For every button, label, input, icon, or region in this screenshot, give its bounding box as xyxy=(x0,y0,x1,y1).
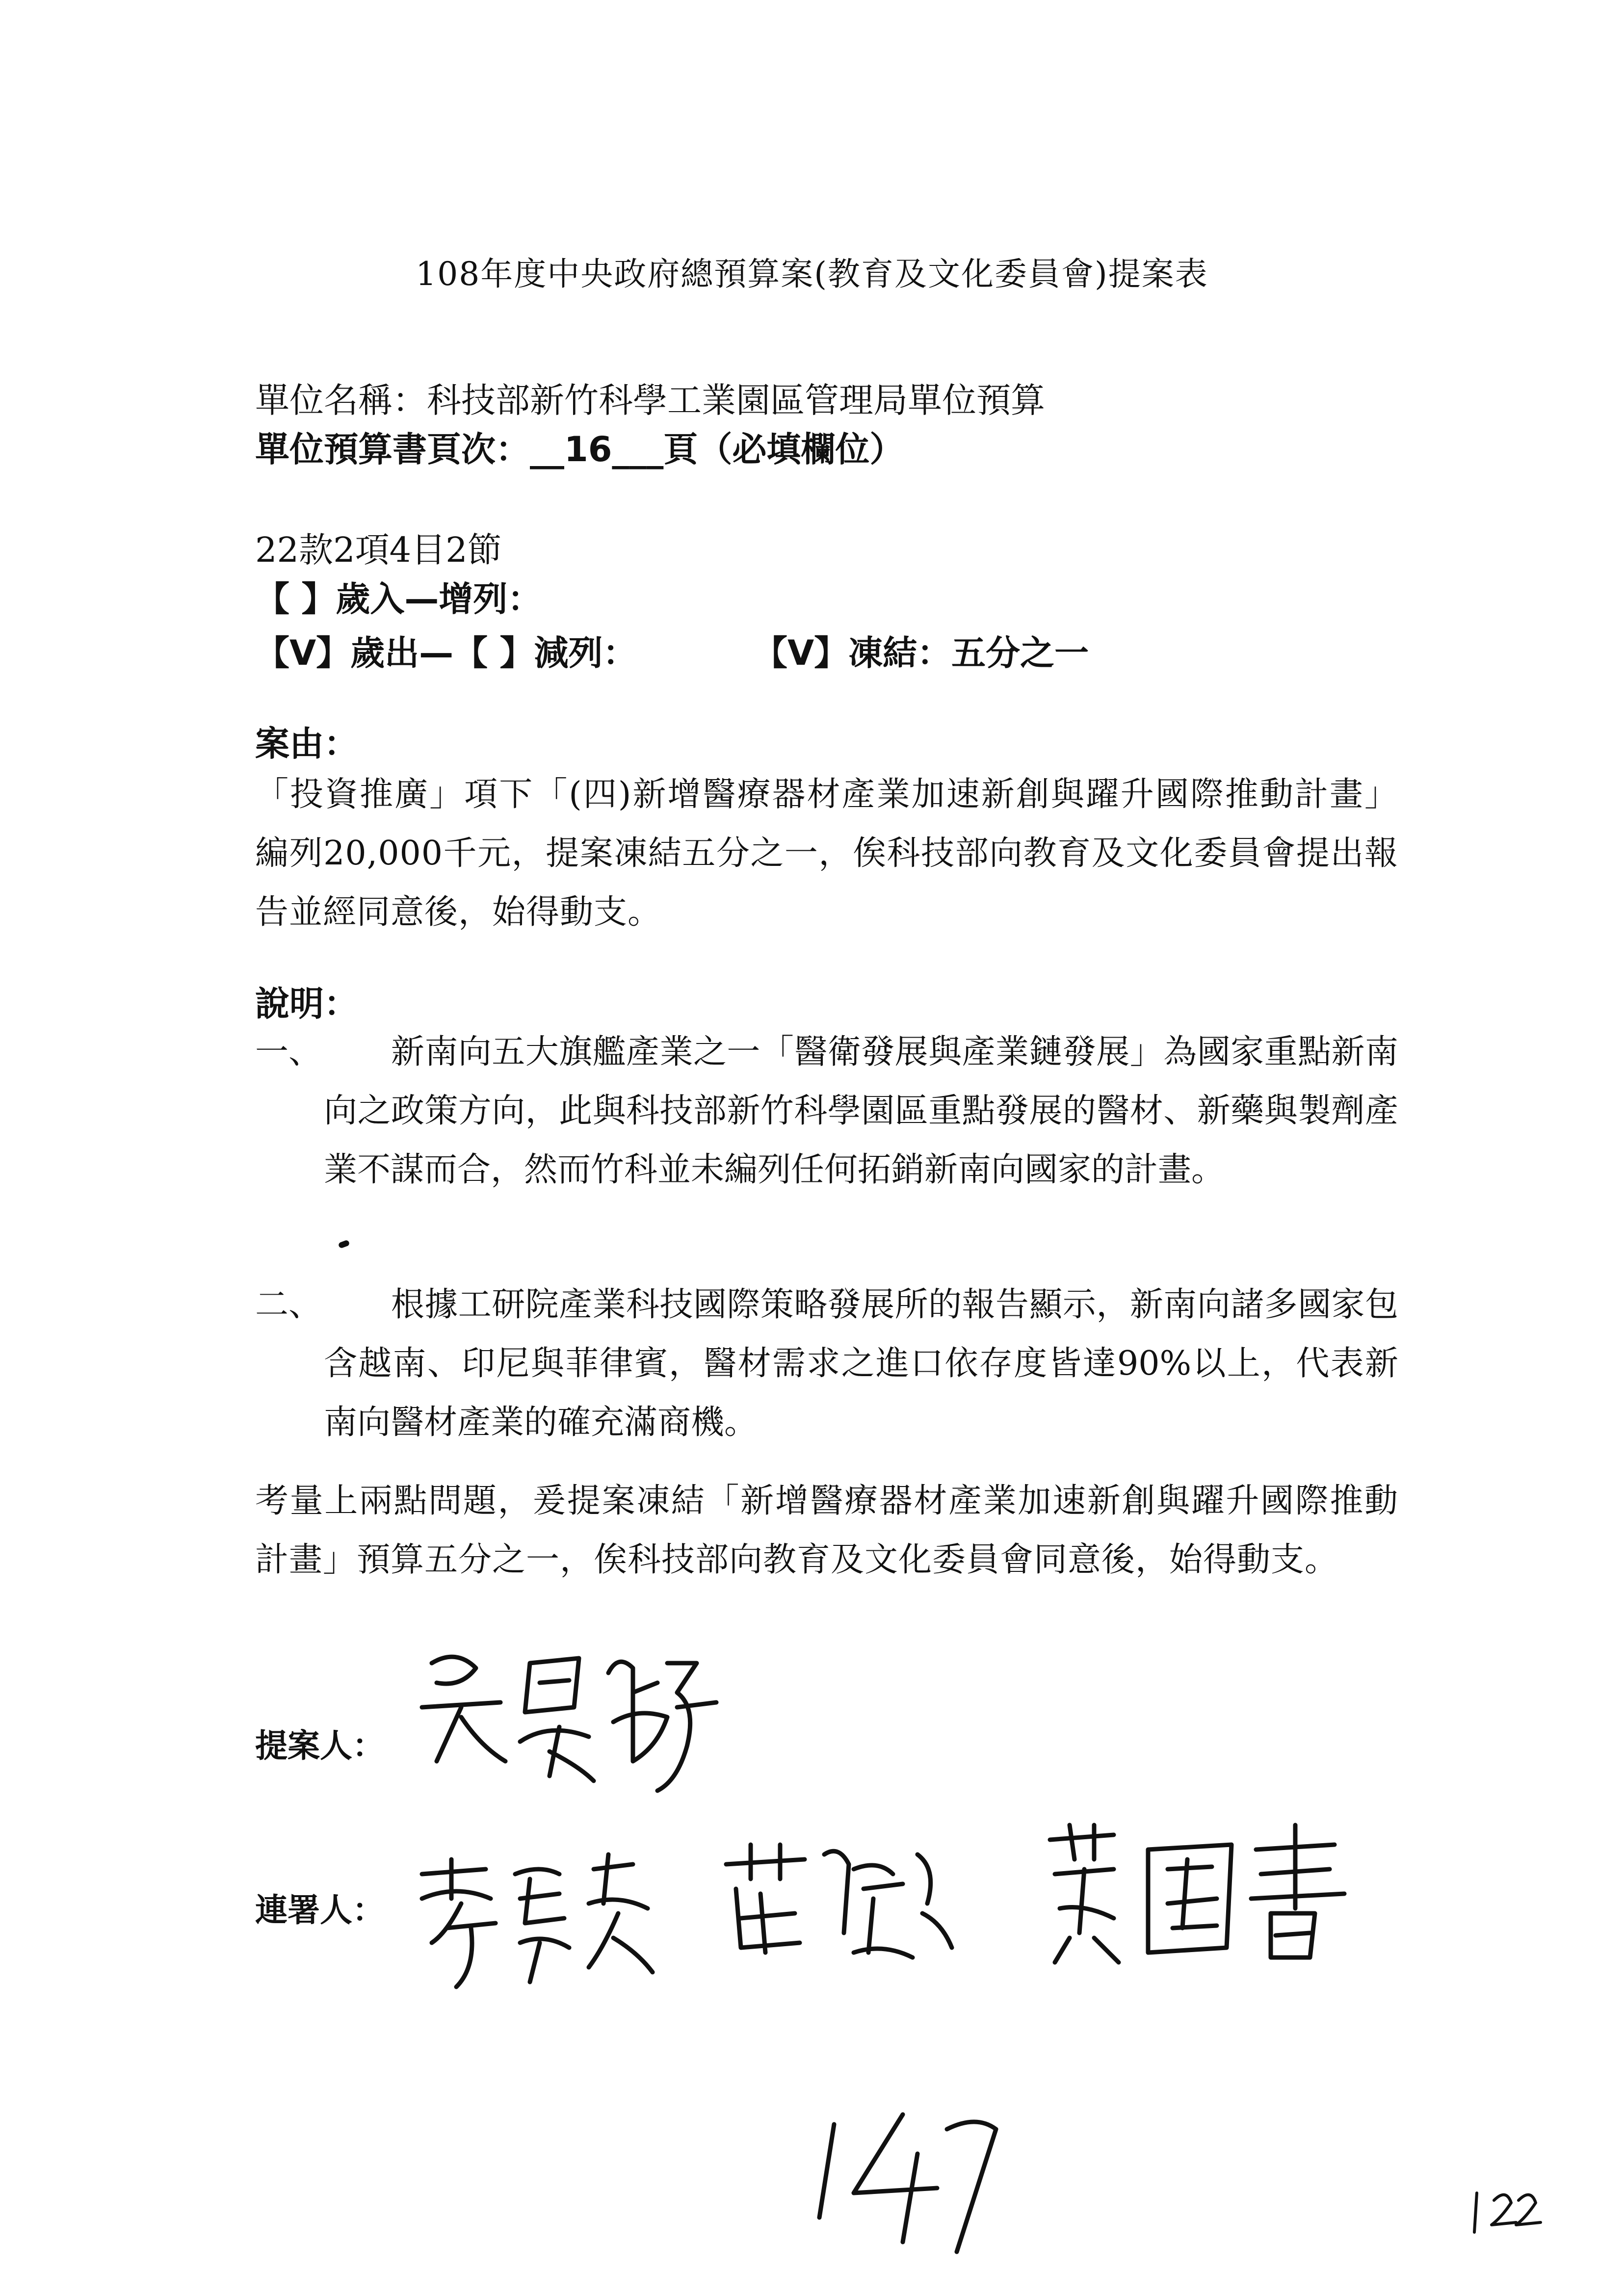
document-title: 108年度中央政府總預算案(教育及文化委員會)提案表 xyxy=(416,255,1208,293)
cosigner-label: 連署人： xyxy=(255,1891,385,1929)
conclusion-text: 考量上兩點問題，爰提案凍結「新增醫療器材產業加速新創與躍升國際推動計畫」預算五分之一，俟科技部向教育及文化委員會同意後，始得動支。 xyxy=(255,1482,1398,1579)
budget-page-value: __16___ xyxy=(530,429,664,470)
cosigner-signature xyxy=(707,1825,962,1992)
proposer-label: 提案人： xyxy=(255,1727,385,1765)
explanation-heading: 說明： xyxy=(255,984,358,1024)
expense-line: 【V】歲出—【 】減列： xyxy=(255,633,637,673)
cosigner-signature xyxy=(402,1845,677,2007)
revenue-line: 【 】歲入—增列： xyxy=(255,579,542,619)
item-text: 根據工研院產業科技國際策略發展所的報告顯示，新南向諸多國家包含越南、印尼與菲律賓，醫材需求之進口依存度皆達90%以上，代表新南向醫材產業的確充滿商機。 xyxy=(324,1285,1398,1442)
budget-page-line xyxy=(255,422,904,471)
freeze-line: 【V】凍結：五分之一 xyxy=(753,633,1089,673)
handwritten-number xyxy=(800,2095,1006,2262)
item-number: 一、 xyxy=(255,1033,322,1071)
budget-page-suffix: 頁（必填欄位） xyxy=(663,429,904,470)
item-text: 新南向五大旗艦產業之一「醫衛發展與產業鏈發展」為國家重點新南向之政策方向，此與科技部新竹科學園區重點發展的醫材、新藥與製劑產業不謀而合，然而竹科並未編列任何拓銷新南向國家的計畫。 xyxy=(324,1033,1398,1189)
stray-ink-mark xyxy=(338,1240,350,1249)
corner-number xyxy=(1467,2178,1545,2237)
reason-heading: 案由： xyxy=(255,724,358,764)
budget-section: 22款2項4目2節 xyxy=(255,530,502,570)
budget-page-prefix: 單位預算書頁次： xyxy=(255,429,530,470)
item-number: 二、 xyxy=(255,1285,322,1324)
reason-text: 「投資推廣」項下「(四)新增醫療器材產業加速新創與躍升國際推動計畫」編列20,000千元，提案凍結五分之一，俟科技部向教育及文化委員會提出報告並經同意後，始得動支。 xyxy=(255,775,1398,932)
cosigner-signature xyxy=(1021,1810,1364,1987)
unit-name-line: 單位名稱：科技部新竹科學工業園區管理局單位預算 xyxy=(255,380,1045,420)
